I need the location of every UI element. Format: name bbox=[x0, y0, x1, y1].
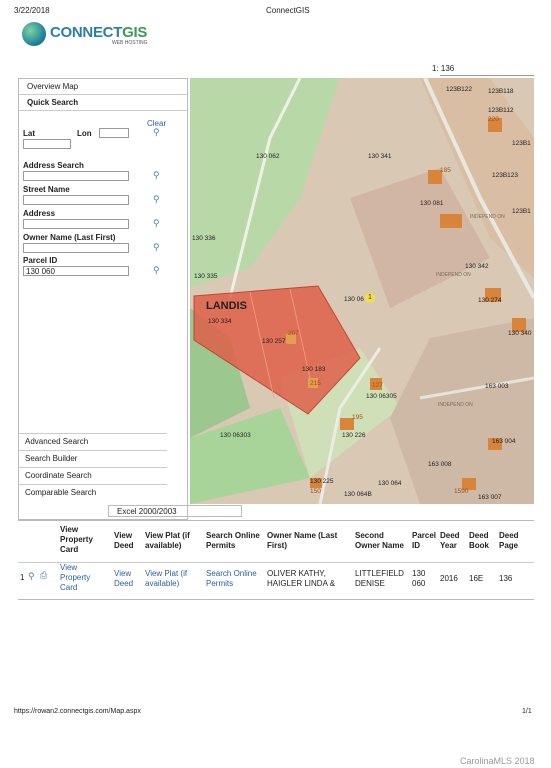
col-view-plat: View Plat (if available) bbox=[145, 531, 190, 550]
address-label: 1590 bbox=[454, 488, 469, 495]
print-page-number: 1/1 bbox=[522, 708, 532, 715]
search-icon[interactable]: ⚲ bbox=[153, 170, 160, 180]
quick-search-tab[interactable]: Quick Search bbox=[19, 95, 187, 111]
col-deed-year: Deed Year bbox=[440, 531, 460, 550]
print-url: https://rowan2.connectgis.com/Map.aspx bbox=[14, 708, 141, 715]
parcel-label: 163 004 bbox=[492, 438, 516, 445]
lon-label: Lon bbox=[77, 129, 92, 138]
deed-book-cell: 16E bbox=[469, 574, 484, 583]
logo-brand-a: CONNECT bbox=[50, 24, 123, 41]
owner-name-input[interactable] bbox=[23, 243, 129, 253]
search-panel bbox=[18, 78, 188, 520]
search-builder-item[interactable]: Search Builder bbox=[19, 450, 167, 466]
parcel-label: 123B112 bbox=[488, 107, 514, 114]
col-deed-book: Deed Book bbox=[469, 531, 489, 550]
parcel-label: 130 081 bbox=[420, 200, 444, 207]
scale-bar bbox=[440, 75, 534, 76]
print-date: 3/22/2018 bbox=[14, 6, 50, 15]
town-label: LANDIS bbox=[206, 300, 247, 312]
parcel-id-cell: 130 060 bbox=[412, 569, 426, 588]
view-plat-link[interactable]: View Plat (if available) bbox=[145, 569, 188, 588]
parcel-label: 130 183 bbox=[302, 366, 326, 373]
parcel-label: 130 225 bbox=[310, 478, 334, 485]
search-icon[interactable]: ⚲ bbox=[153, 242, 160, 252]
comparable-search-item[interactable]: Comparable Search bbox=[19, 484, 167, 500]
parcel-label: 123B1 bbox=[512, 140, 531, 147]
parcel-label: 130 274 bbox=[478, 297, 502, 304]
parcel-label: 163 003 bbox=[485, 383, 509, 390]
col-view-deed: View Deed bbox=[114, 531, 134, 550]
search-permits-link[interactable]: Search Online Permits bbox=[206, 569, 257, 588]
address-search-label: Address Search bbox=[23, 161, 84, 170]
address-label: 215 bbox=[310, 380, 321, 387]
logo-tagline: WEB HOSTING bbox=[112, 40, 148, 46]
zoom-icon[interactable]: ⚲ bbox=[28, 571, 35, 581]
col-parcel-id: Parcel ID bbox=[412, 531, 437, 550]
search-icon[interactable]: ⚲ bbox=[153, 265, 160, 275]
results-table bbox=[18, 520, 534, 600]
advanced-search-item[interactable]: Advanced Search bbox=[19, 433, 167, 449]
address-label: 150 bbox=[310, 488, 321, 495]
parcel-label: 123B118 bbox=[488, 88, 514, 95]
parcel-label: 130 257 bbox=[262, 338, 286, 345]
parcel-marker-label: 1 bbox=[368, 294, 372, 301]
col-deed-page: Deed Page bbox=[499, 531, 519, 550]
second-owner-cell: LITTLEFIELD DENISE bbox=[355, 569, 404, 588]
deed-page-cell: 136 bbox=[499, 574, 513, 583]
address-input[interactable] bbox=[23, 219, 129, 229]
parcel-label: 130 226 bbox=[342, 432, 366, 439]
parcel-label: 130 340 bbox=[508, 330, 532, 337]
search-icon[interactable]: ⚲ bbox=[153, 127, 160, 137]
col-second-owner: Second Owner Name bbox=[355, 531, 404, 550]
parcel-label: 163 008 bbox=[428, 461, 452, 468]
watermark: CarolinaMLS 2018 bbox=[460, 756, 535, 766]
parcel-label: 130 064 bbox=[378, 480, 402, 487]
map-scale: 1: 136 bbox=[432, 64, 455, 73]
parcel-label: 130 336 bbox=[192, 235, 216, 242]
parcel-id-label: Parcel ID bbox=[23, 256, 58, 265]
clear-link[interactable]: Clear bbox=[147, 119, 167, 128]
address-label: 207 bbox=[288, 330, 299, 337]
map-view[interactable] bbox=[190, 78, 534, 504]
parcel-label: 130 341 bbox=[368, 153, 392, 160]
lon-input[interactable] bbox=[99, 128, 129, 138]
owner-name-cell: OLIVER KATHY, HAIGLER LINDA & bbox=[267, 569, 336, 588]
excel-export-button[interactable]: Excel 2000/2003 bbox=[108, 505, 242, 517]
parcel-label: 163 007 bbox=[478, 494, 502, 501]
lat-label: Lat bbox=[23, 129, 35, 138]
parcel-label: 130 06305 bbox=[366, 393, 397, 400]
search-icon[interactable]: ⚲ bbox=[153, 194, 160, 204]
parcel-label: 123B123 bbox=[492, 172, 519, 179]
col-view-property-card: View Property Card bbox=[60, 525, 93, 554]
street-label: INDEPEND ON bbox=[436, 272, 471, 278]
address-label: 220 bbox=[488, 116, 499, 123]
street-name-label: Street Name bbox=[23, 185, 70, 194]
parcel-label: 130 062 bbox=[256, 153, 280, 160]
deed-year-cell: 2016 bbox=[440, 574, 458, 583]
connectgis-logo bbox=[22, 22, 150, 48]
parcel-label: 130 06 bbox=[344, 296, 364, 303]
lat-input[interactable] bbox=[23, 139, 71, 149]
parcel-label: 123B122 bbox=[446, 86, 473, 93]
row-index: 1 bbox=[20, 573, 25, 582]
col-owner-name: Owner Name (Last First) bbox=[267, 531, 338, 550]
street-name-input[interactable] bbox=[23, 195, 129, 205]
view-property-card-link[interactable]: View Property Card bbox=[60, 563, 91, 592]
coordinate-search-item[interactable]: Coordinate Search bbox=[19, 467, 167, 483]
parcel-label: 130 06303 bbox=[220, 432, 251, 439]
address-search-input[interactable] bbox=[23, 171, 129, 181]
logo-brand-b: GIS bbox=[122, 24, 148, 41]
parcel-label: 130 335 bbox=[194, 273, 218, 280]
parcel-id-input[interactable]: 130 060 bbox=[23, 266, 129, 276]
address-label: 195 bbox=[352, 414, 363, 421]
parcel-label: 130 064B bbox=[344, 491, 372, 498]
address-label: 185 bbox=[440, 167, 451, 174]
parcel-label: 130 342 bbox=[465, 263, 489, 270]
globe-icon bbox=[22, 22, 46, 46]
parcel-label: 123B1 bbox=[512, 208, 531, 215]
parcel-map[interactable] bbox=[190, 78, 534, 504]
address-label: Address bbox=[23, 209, 56, 218]
search-icon[interactable]: ⚲ bbox=[153, 218, 160, 228]
street-label: INDEPEND ON bbox=[470, 214, 505, 220]
col-search-permits: Search Online Permits bbox=[206, 531, 260, 550]
owner-name-label: Owner Name (Last First) bbox=[23, 233, 116, 242]
overview-map-tab[interactable]: Overview Map bbox=[19, 79, 187, 95]
address-label: 127 bbox=[372, 382, 383, 389]
street-label: INDEPEND ON bbox=[438, 402, 473, 408]
parcel-label: 130 334 bbox=[208, 318, 232, 325]
view-deed-link[interactable]: View Deed bbox=[114, 569, 134, 588]
print-title: ConnectGIS bbox=[266, 6, 310, 15]
print-icon[interactable]: ⎙ bbox=[40, 570, 48, 580]
